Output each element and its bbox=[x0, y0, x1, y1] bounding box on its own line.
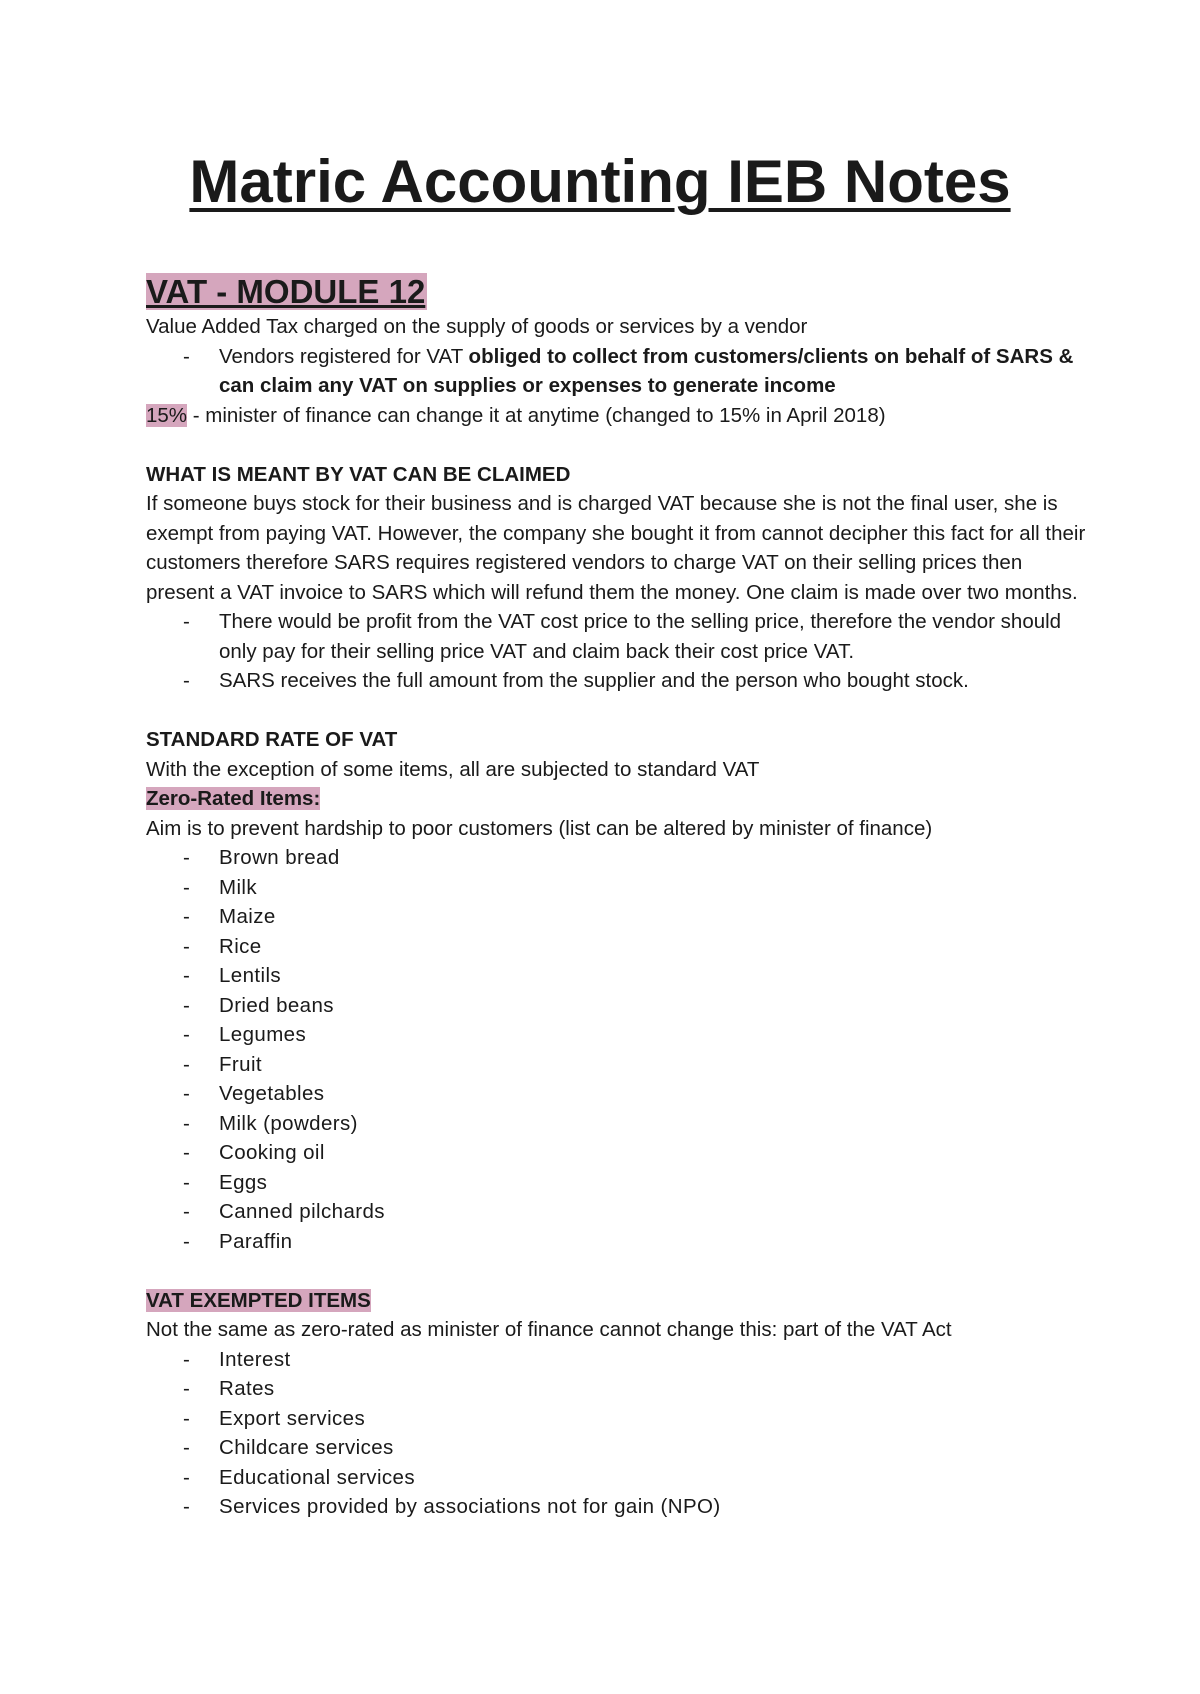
list-item: - Rates bbox=[146, 1374, 1086, 1404]
list-item: - Services provided by associations not for gain (NPO) bbox=[146, 1492, 1086, 1522]
list-item: - Childcare services bbox=[146, 1433, 1086, 1463]
list-item: - Rice bbox=[146, 932, 1086, 962]
list-item: - Educational services bbox=[146, 1463, 1086, 1493]
claimed-paragraph: If someone buys stock for their business and is charged VAT because she is not the final user, she is exempt from paying VAT. However, the company she bought it from cannot decipher this fact for all their customers therefore SARS requires registered vendors to charge VAT on their selling prices then present a VAT invoice to SARS which will refund them the money. One claim is made over two months. bbox=[146, 492, 1086, 604]
module-heading bbox=[146, 270, 427, 314]
list-item: - Interest bbox=[146, 1345, 1086, 1375]
list-item: - Legumes bbox=[146, 1020, 1086, 1050]
list-item: - Milk (powders) bbox=[146, 1109, 1086, 1139]
list-item: - SARS receives the full amount from the supplier and the person who bought stock. bbox=[146, 666, 1086, 696]
exempted-heading-line bbox=[146, 1286, 1086, 1316]
list-item: - Paraffin bbox=[146, 1227, 1086, 1257]
vendor-point-bold: obliged to collect from customers/clients on behalf of SARS & can claim any VAT on supplies or expenses to generate income bbox=[219, 344, 1074, 397]
vat-rate-highlight: 15% bbox=[146, 403, 188, 427]
vat-rate-text: - minister of finance can change it at anytime (changed to 15% in April 2018) bbox=[187, 403, 886, 427]
list-item: - Brown bread bbox=[146, 843, 1086, 873]
document-content bbox=[146, 270, 1086, 1522]
vat-definition: Value Added Tax charged on the supply of goods or services by a vendor bbox=[146, 315, 808, 338]
zero-rated-text: Aim is to prevent hardship to poor customers (list can be altered by minister of finance) bbox=[146, 816, 933, 840]
list-item: - Milk bbox=[146, 873, 1086, 903]
document-title: Matric Accounting IEB Notes bbox=[189, 148, 1011, 215]
list-item bbox=[146, 342, 1086, 401]
vat-rate-line bbox=[146, 401, 1086, 431]
claimed-points-list bbox=[146, 607, 1086, 696]
zero-rated-list bbox=[146, 843, 1086, 1256]
zero-rated-heading: Zero-Rated Items: bbox=[146, 787, 321, 810]
list-item: - Dried beans bbox=[146, 991, 1086, 1021]
list-item: - There would be profit from the VAT cost price to the selling price, therefore the vendor should only pay for their selling price VAT and claim back their cost price VAT. bbox=[146, 607, 1086, 666]
list-item: - Cooking oil bbox=[146, 1138, 1086, 1168]
list-item: - Eggs bbox=[146, 1168, 1086, 1198]
zero-rated-heading-line bbox=[146, 784, 1086, 814]
list-item: - Maize bbox=[146, 902, 1086, 932]
list-item: - Fruit bbox=[146, 1050, 1086, 1080]
standard-rate-heading: STANDARD RATE OF VAT bbox=[146, 728, 398, 751]
vendor-point-list bbox=[146, 342, 1086, 401]
list-item: - Canned pilchards bbox=[146, 1197, 1086, 1227]
module-heading-text: VAT - MODULE 12 bbox=[146, 273, 426, 310]
list-item: - Vegetables bbox=[146, 1079, 1086, 1109]
exempted-text: Not the same as zero-rated as minister of finance cannot change this: part of the VAT Act bbox=[146, 1318, 952, 1341]
vendor-point-prefix: Vendors registered for VAT bbox=[219, 344, 469, 368]
claimed-heading: WHAT IS MEANT BY VAT CAN BE CLAIMED bbox=[146, 462, 571, 486]
exempted-list bbox=[146, 1345, 1086, 1522]
standard-rate-text: With the exception of some items, all are subjected to standard VAT bbox=[146, 757, 760, 781]
exempted-heading: VAT EXEMPTED ITEMS bbox=[146, 1288, 371, 1312]
list-item: - Lentils bbox=[146, 961, 1086, 991]
list-item: - Export services bbox=[146, 1404, 1086, 1434]
